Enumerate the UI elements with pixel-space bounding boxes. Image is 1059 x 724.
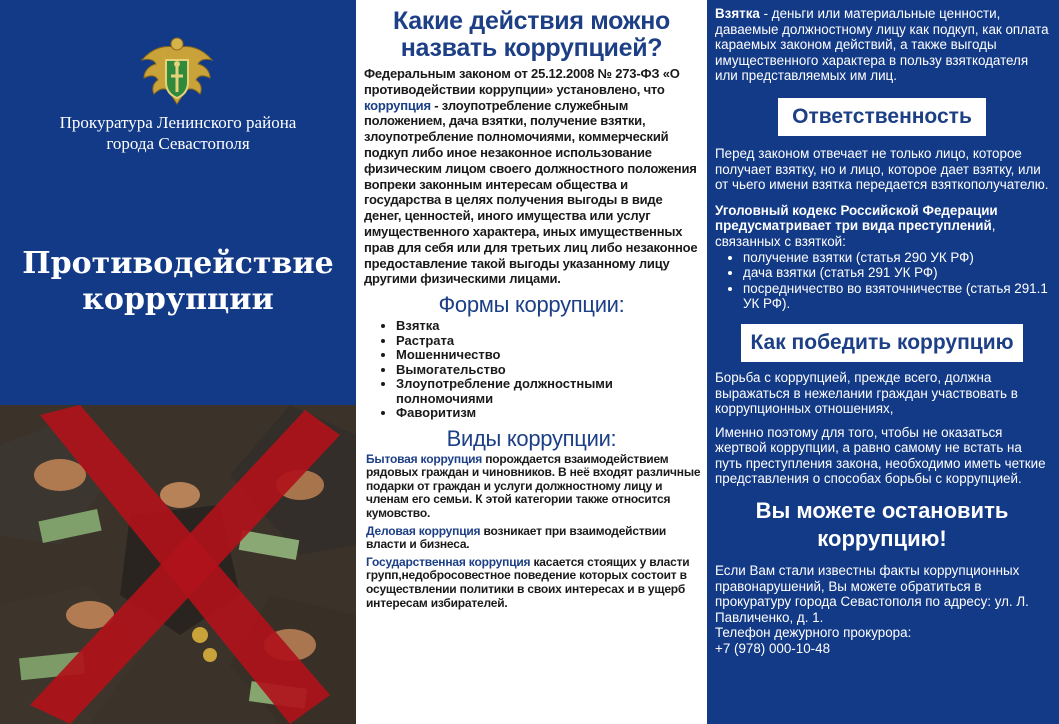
list-item: • Взятка (396, 319, 701, 334)
types-list (362, 453, 701, 611)
list-item: • посредничество во взяточничестве (статья 291.1 УК РФ). (743, 281, 1049, 312)
type-text: порождается взаимодействием рядовых граждан и чиновников. В неё входят различные подарки от граждан и услуги должностному лицу и членам его семьи. К этой категории также относится кумовство. (366, 451, 701, 521)
phone-label: Телефон дежурного прокурора: (715, 625, 912, 641)
law-text: - злоупотребление служебным положением, дача взятки, получение взятки, злоупотребление полномочиями, коммерческий подкуп либо иное незаконное использование физическим лицом своего должностного положения вопреки законным интересам общества и государства в целях получения выгоды в виде денег, ценностей, иного имущества или услуг имущественного характера, иных имущественных прав для себя или для третьих лиц либо незаконное предоставление такой выгоды указанному лицу другими физическими лицами. (364, 97, 698, 287)
responsibility-heading: Ответственность (778, 98, 986, 136)
title-line-2: коррупции (82, 282, 274, 317)
prosecutor-emblem-icon (136, 34, 218, 116)
type-text: возникает при взаимодействии власти и бизнеса. (366, 523, 667, 552)
criminal-code-rest: , связанных с взяткой: (715, 218, 996, 249)
law-definition (364, 66, 701, 287)
crimes-list (715, 250, 1049, 312)
list-item: • Мошенничество (396, 348, 701, 363)
list-item: • дача взятки (статья 291 УК РФ) (743, 265, 1049, 281)
type-term: Деловая коррупция (366, 523, 481, 538)
title-line-1: Противодействие (22, 246, 334, 281)
type-paragraph (366, 525, 701, 552)
defeat-paragraph-1: Борьба с коррупцией, прежде всего, должна выражаться в нежелании граждан участвовать в коррупционных отношениях, (715, 369, 1018, 417)
forms-heading: Формы коррупции: (438, 292, 625, 318)
criminal-code-bold: Уголовный кодекс Российской Федерации предусматривает три вида преступлений (715, 202, 998, 234)
question-heading: Какие действия можно назвать коррупцией? (393, 7, 670, 62)
stop-heading: Вы можете остановить коррупцию! (755, 498, 1009, 552)
list-item: • получение взятки (статья 290 УК РФ) (743, 250, 1049, 266)
bribe-text: - деньги или материальные ценности, даваемые должностному лицу как подкуп, как оплата караемых законом действий, а также выгоды имущественного характера в пользу взяткодателя или представляемых им лиц. (715, 6, 1049, 84)
law-intro: Федеральным законом от 25.12.2008 № 273-ФЗ «О противодействии коррупции» установлено, что (364, 66, 680, 97)
law-term: коррупция (364, 97, 431, 113)
type-text: касается стоящих у власти групп,недобросовестное поведение которых состоит в осуществлении политики в своих интересах и в ущерб интересам избирателей. (366, 554, 690, 610)
list-item: • Фаворитизм (396, 406, 701, 421)
criminal-code-text (715, 203, 1049, 250)
defeat-heading: Как победить коррупцию (741, 324, 1023, 362)
responsibility-text: Перед законом отвечает не только лицо, которое получает взятку, но и лицо, которое дает взятку, или от чьего имени взятка передается взяткополучателю. (715, 145, 1049, 193)
page-title (10, 246, 346, 318)
bribe-definition (715, 6, 1049, 84)
defeat-paragraph-2: Именно поэтому для того, чтобы не оказаться жертвой коррупции, а равно самому не встать на путь преступления закона, необходимо иметь четкие представления о способах борьбы с коррупцией. (715, 424, 1046, 487)
left-panel (0, 0, 356, 724)
organization-line-1: Прокуратура Ленинского района (59, 113, 297, 132)
phone-number: +7 (978) 000-10-48 (715, 641, 831, 657)
bribe-term: Взятка (715, 6, 760, 21)
contact-text: Если Вам стали известны факты коррупционных правонарушений, Вы можете обратиться в прокуратуру города Севастополя по адресу: ул. Л. Павличенко, д. 1. (715, 563, 1029, 625)
organization-name (20, 112, 336, 154)
forms-list (362, 319, 701, 421)
type-term: Государственная коррупция (366, 554, 531, 569)
types-heading: Виды коррупции: (446, 425, 617, 451)
list-item: • Растрата (396, 334, 701, 349)
anti-corruption-illustration (0, 405, 356, 724)
list-item: • Вымогательство (396, 363, 701, 378)
right-panel (707, 0, 1059, 724)
type-paragraph (366, 556, 701, 610)
type-term: Бытовая коррупция (366, 451, 483, 466)
organization-line-2: города Севастополя (106, 134, 250, 153)
type-paragraph (366, 453, 701, 521)
middle-panel (356, 0, 707, 724)
title-panel (0, 0, 356, 405)
list-item: • Злоупотребление должностными полномочиями (396, 377, 701, 406)
